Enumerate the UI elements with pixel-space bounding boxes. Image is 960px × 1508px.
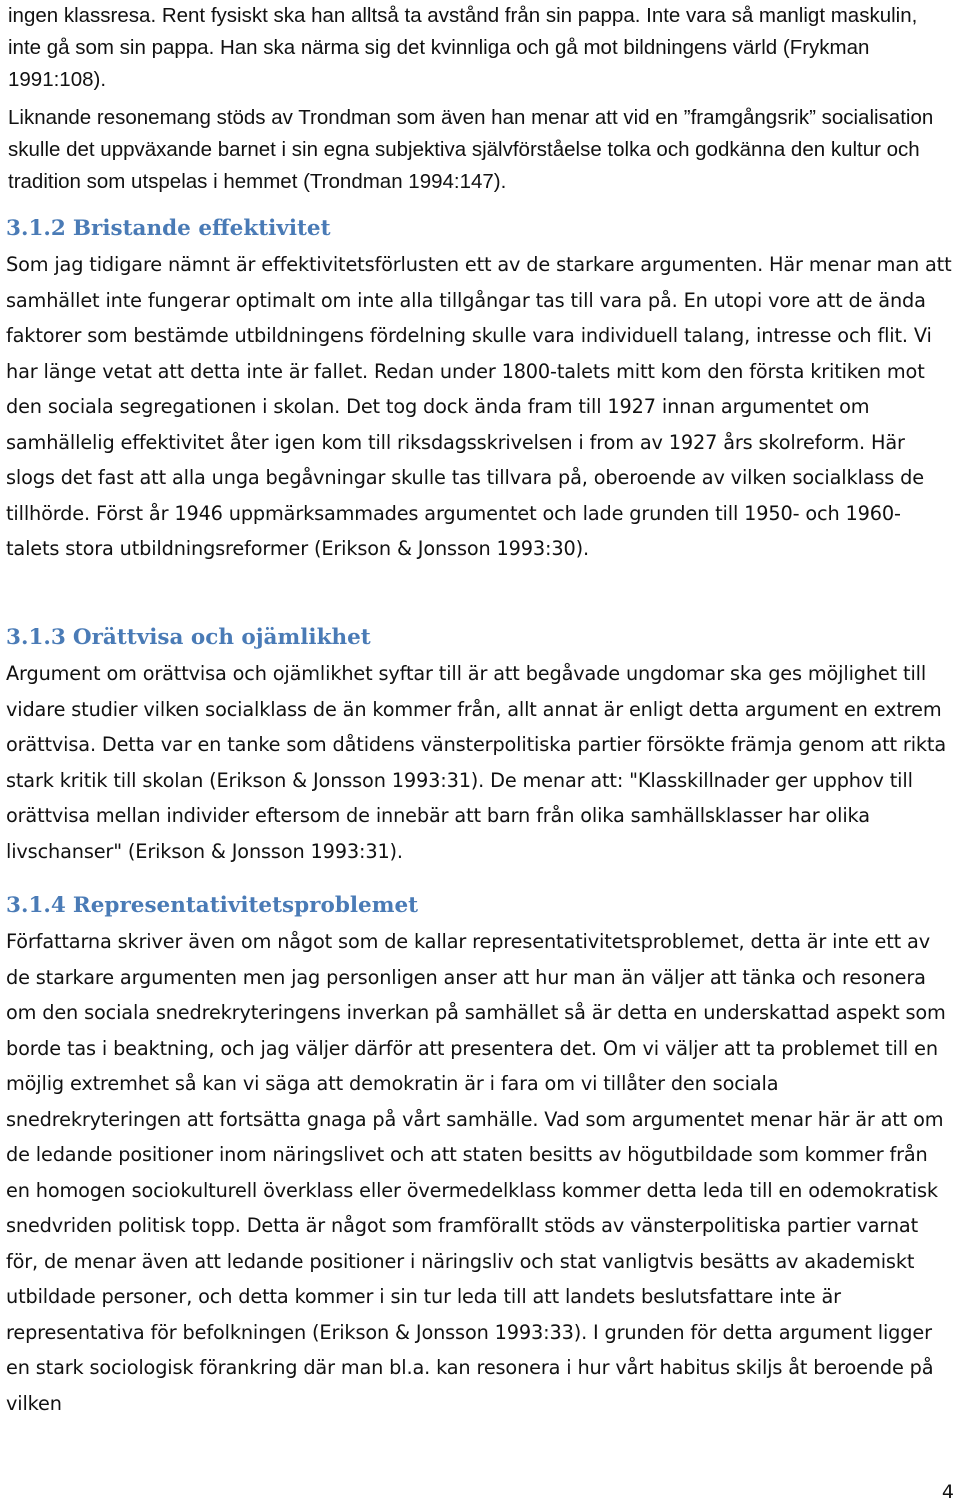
section-title: Representativitetsproblemet [72,893,419,918]
section-number: 3.1.2 [6,216,66,241]
page-number: 4 [941,1481,954,1503]
section-body-representativitetsproblemet: Författarna skriver även om något som de kallar representativitetsproblemet, detta är inte ett av de starkare argumenten men jag personligen anser att hur man än väljer att tänka och resonera om den sociala snedrekryteringens inverkan på samhället så är detta en underskattad aspekt som borde tas i beaktning, och jag väljer därför att presentera det. Om vi väljer att ta problemet till en möjlig extremhet så kan vi säga att demokratin är i fara om vi tillåter den sociala snedrekryteringen att fortsätta gnaga på vårt samhälle. Vad som argumentet menar här är att om de ledande positioner inom näringslivet och att staten besitts av högutbildade som kommer från en homogen sociokulturell överklass eller övermedelklass kommer detta leda till en odemokratisk snedvriden politisk topp. Detta är något som framförallt stöds av vänsterpolitiska partier varnat för, de menar även att ledande positioner i näringsliv och stat vanligtvis besätts av akademiskt utbildade personer, och detta kommer i sin tur leda till att landets beslutsfattare inte är representativa för befolkningen (Erikson & Jonsson 1993:33). I grunden för detta argument ligger en stark sociologisk förankring där man bl.a. kan resonera i hur vårt habitus skiljs åt beroende på vilken [6,930,946,1415]
section-heading-orattvisa-och-ojamlikhet [6,623,371,653]
section-body-bristande-effektivitet: Som jag tidigare nämnt är effektivitetsförlusten ett av de starkare argumenten. Här menar man att samhället inte fungerar optimalt om inte alla tillgångar tas till vara på. En utopi vore att de ända faktorer som bestämde utbildningens fördelning skulle vara individuell talang, intresse och flit. Vi har länge vetat att detta inte är fallet. Redan under 1800-talets mitt kom den första kritiken mot den sociala segregationen i skolan. Det tog dock ända fram till 1927 innan argumentet om samhällelig effektivitet åter igen kom till riksdagsskrivelsen i from av 1927 års skolreform. Här slogs det fast att alla unga begåvningar skulle tas tillvara på, oberoende av vilken socialklass de tillhörde. Först år 1946 uppmärksammades argumentet och lade grunden till 1950- och 1960-talets stora utbildningsreformer (Erikson & Jonsson 1993:30). [6,253,952,560]
section-heading-representativitetsproblemet [6,891,418,921]
paragraph-trondman: Liknande resonemang stöds av Trondman som även han menar att vid en ”framgångsrik” socialisation skulle det uppväxande barnet i sin egna subjektiva självförståelse tolka och godkänna den kultur och tradition som utspelas i hemmet (Trondman 1994:147). [8,106,934,193]
section-number: 3.1.3 [6,625,66,650]
paragraph-intro-continuation: ingen klassresa. Rent fysiskt ska han alltså ta avstånd från sin pappa. Inte vara så manligt maskulin, inte gå som sin pappa. Han ska närma sig det kvinnliga och gå mot bildningens värld (Frykman 1991:108). [8,4,918,91]
section-title: Orättvisa och ojämlikhet [72,625,371,650]
section-heading-bristande-effektivitet [6,214,331,244]
section-title: Bristande effektivitet [72,216,331,241]
section-number: 3.1.4 [6,893,66,918]
section-body-orattvisa-och-ojamlikhet: Argument om orättvisa och ojämlikhet syftar till är att begåvade ungdomar ska ges möjlighet till vidare studier vilken socialklass de än kommer från, allt annat är enligt detta argument en extrem orättvisa. Detta var en tanke som dåtidens vänsterpolitiska partier försökte främja genom att rikta stark kritik till skolan (Erikson & Jonsson 1993:31). De menar att: "Klasskillnader ger upphov till orättvisa mellan individer eftersom de innebär att barn från olika samhällsklasser har olika livschanser" (Erikson & Jonsson 1993:31). [6,662,946,863]
